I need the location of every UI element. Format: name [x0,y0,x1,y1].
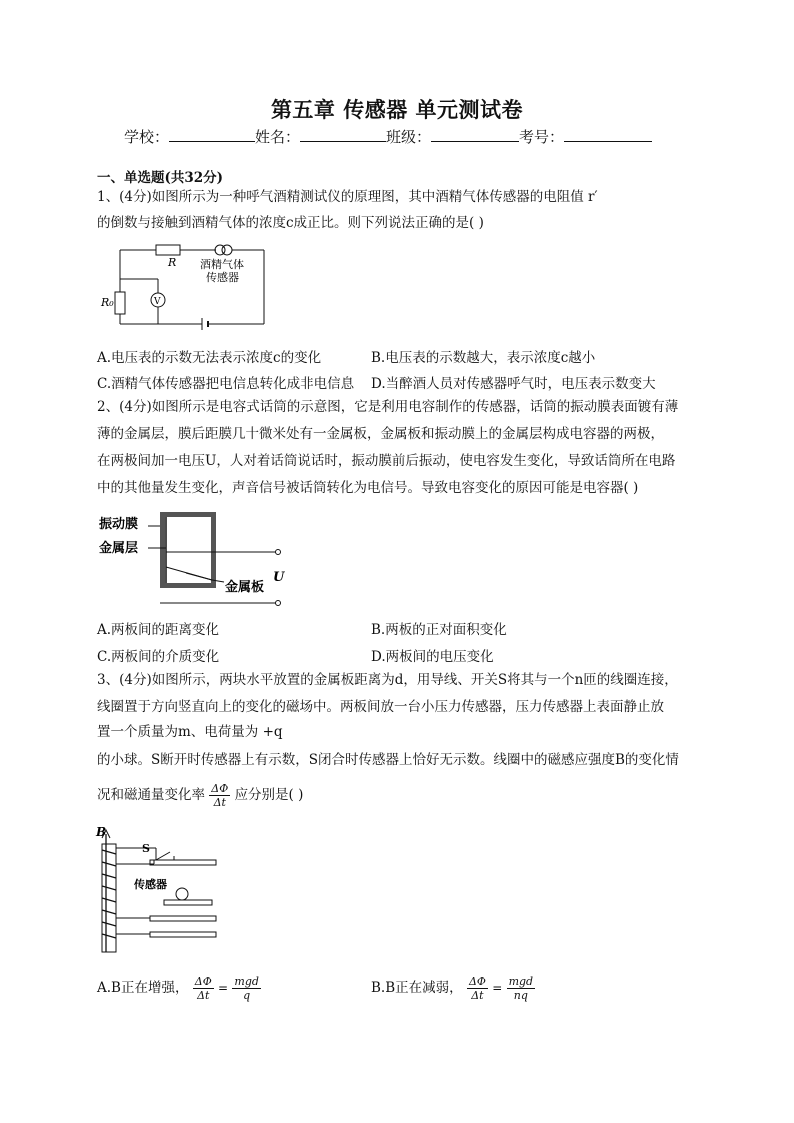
q2-line3: 在两极间加一电压U，人对着话筒说话时，振动膜前后振动，使电容发生变化，导致话筒所在电路 [97,453,676,469]
q1-option-a[interactable]: A.电压表的示数无法表示浓度c的变化 [97,350,322,366]
q3-line5-post: 应分别是( ) [234,787,304,803]
q3-line5 [97,782,303,809]
q1-circuit-figure [96,238,271,332]
section-title: 一、单选题(共32分) [97,170,224,186]
q1-line1: 1、(4分)如图所示为一种呼气酒精测试仪的原理图，其中酒精气体传感器的电阻值 r′ [97,189,598,205]
q3-option-a-rate-num: ΔΦ [194,975,212,988]
q3-flux-rate-fraction [209,782,230,809]
q1-line2: 的倒数与接触到酒精气体的浓度c成正比。则下列说法正确的是( ) [97,215,484,231]
page-title: 第五章 传感器 单元测试卷 [270,97,524,122]
q3-option-b-value [507,975,536,1002]
q3-rate-numerator: ΔΦ [211,782,229,795]
q3-option-b-den: nq [513,989,528,1002]
q3-option-a-den: q [243,989,251,1002]
q1-sensor-label-2: 传感器 [206,271,239,284]
q1-r-label: R [168,256,177,269]
q3-line3: 置一个质量为m、电荷量为 +q [97,724,283,740]
q2-metal-layer-label: 金属层 [99,541,139,556]
q3-s-label: S [142,842,150,855]
q3-line2: 线圈置于方向竖直向上的变化的磁场中。两板间放一台小压力传感器，压力传感器上表面静止放 [97,699,664,715]
q3-option-a-text: A.B正在增强， [97,980,189,996]
q3-line5-pre: 况和磁通量变化率 [97,787,205,803]
q2-option-c[interactable]: C.两板间的介质变化 [97,649,220,665]
q2-line1: 2、(4分)如图所示是电容式话筒的示意图，它是利用电容制作的传感器，话筒的振动膜表面镀有薄 [97,399,679,415]
q3-line4: 的小球。S断开时传感器上有示数，S闭合时传感器上恰好无示数。线圈中的磁感应强度B的变化情 [97,752,679,768]
q2-line2: 薄的金属层，膜后距膜几十微米处有一金属板，金属板和振动膜上的金属层构成电容器的两极， [97,426,664,442]
q3-rate-denominator: Δt [213,796,226,809]
q1-voltmeter-label: V [154,297,161,307]
school-label: 学校： [124,128,170,146]
q3-b-label: B [96,825,107,839]
student-info-row [124,126,652,147]
q2-microphone-figure [96,508,286,608]
q1-sensor-label-1: 酒精气体 [200,258,244,271]
q1-option-b[interactable]: B.电压表的示数越大，表示浓度c越小 [371,350,596,366]
q3-coil-figure [94,824,224,956]
q3-option-a[interactable]: A.B正在增强， $\frac{\Delta\Phi}{\Delta t}$ = $\frac{\text{mgd}}{q}$ [97,975,259,1002]
q2-option-a[interactable]: A.两板间的距离变化 [97,622,220,638]
q3-line1: 3、(4分)如图所示，两块水平放置的金属板距离为d，用导线、开关S将其与一个n匝的线圈连接， [97,672,678,688]
school-blank[interactable] [169,127,255,142]
class-blank[interactable] [431,127,519,142]
q3-option-a-rate-den: Δt [197,989,210,1002]
q2-u-label: U [273,570,285,585]
name-label: 姓名： [255,128,301,146]
q3-sensor-label: 传感器 [134,878,167,891]
q3-option-b-text: B.B正在减弱， [371,980,463,996]
exam-no-blank[interactable] [564,127,652,142]
q3-option-b[interactable]: B.B正在减弱， $\frac{\Delta\Phi}{\Delta t}$ = $\frac{\text{mgd}}{nq}$ [371,975,534,1002]
q2-membrane-label: 振动膜 [99,517,139,532]
q1-option-c[interactable]: C.酒精气体传感器把电信息转化成非电信息 [97,376,355,392]
q3-option-b-rate-num: ΔΦ [468,975,486,988]
q3-option-a-value [232,975,261,1002]
q2-metal-plate-label: 金属板 [225,580,265,595]
q3-option-a-rate [193,975,214,1002]
q2-line4: 中的其他量发生变化，声音信号被话筒转化为电信号。导致电容变化的原因可能是电容器( ) [97,480,639,496]
q1-option-d[interactable]: D.当醉酒人员对传感器呼气时，电压表示数变大 [371,376,656,392]
q2-option-b[interactable]: B.两板的正对面积变化 [371,622,507,638]
exam-no-label: 考号： [519,128,565,146]
class-label: 班级： [386,128,432,146]
q3-option-b-num: mgd [508,975,534,988]
q3-option-a-num: mgd [234,975,259,988]
q1-r0-label: R₀ [101,296,114,309]
q3-option-b-rate [467,975,488,1002]
q2-option-d[interactable]: D.两板间的电压变化 [371,649,494,665]
name-blank[interactable] [300,127,386,142]
q3-option-b-rate-den: Δt [471,989,484,1002]
